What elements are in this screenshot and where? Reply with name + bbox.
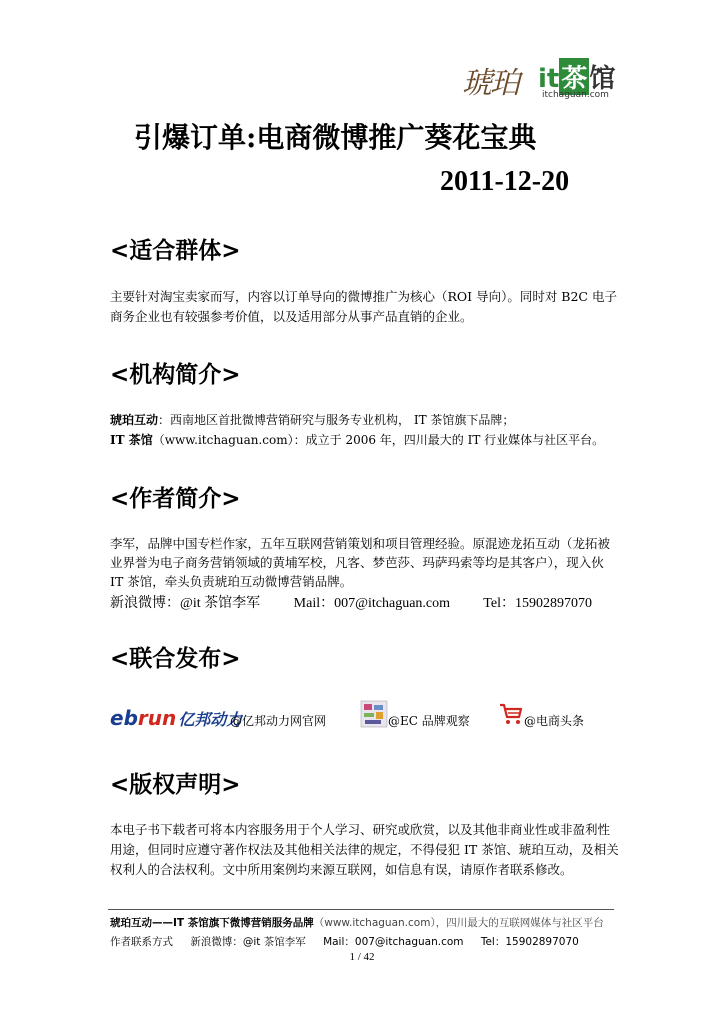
author-mail: Mail：007@itchaguan.com	[293, 596, 451, 611]
org-line-hupo: 琥珀互动：西南地区首批微博营销研究与服务专业机构， IT 茶馆旗下品牌；	[110, 413, 515, 427]
ec-brand-icon	[360, 700, 388, 728]
logo-url: itchaguan.com	[542, 90, 609, 100]
ebrun-logo: ebrun 亿邦动力	[110, 706, 243, 730]
document-title: 引爆订单:电商微博推广葵花宝典	[134, 121, 537, 154]
section-heading-publish: <联合发布>	[110, 646, 241, 672]
section-heading-copyright: <版权声明>	[110, 772, 241, 798]
author-weibo: 新浪微博：@it 茶馆李军	[110, 596, 261, 611]
partner-ebrun-label: @亿邦动力网官网	[230, 714, 327, 728]
org-text	[110, 410, 620, 450]
section-heading-org: <机构简介>	[110, 362, 241, 388]
audience-text: 主要针对淘宝卖家而写，内容以订单导向的微博推广为核心（ROI 导向）。同时对 B2C 电子商务企业也有较强参考价值，以及适用部分从事产品直销的企业。	[110, 289, 617, 324]
footer-mail: Mail：007@itchaguan.com	[323, 936, 464, 948]
itchaguan-logo: it茶馆	[538, 58, 615, 95]
section-heading-audience: <适合群体>	[110, 238, 241, 264]
shopping-cart-icon	[498, 702, 524, 726]
page-number: 1 / 42	[349, 951, 375, 963]
document-date: 2011-12-20	[440, 166, 570, 197]
author-contact	[110, 592, 622, 612]
footer-tel: Tel：15902897070	[480, 936, 579, 948]
copyright-text: 本电子书下载者可将本内容服务用于个人学习、研究或欣赏，以及其他非商业性或非盈利性用途，但同时应遵守著作权法及其他相关法律的规定，不得侵犯 IT 茶馆、琥珀互动，及相关权利人的合法权利。文中所用案例均来源互联网，如信息有误，请原作者联系修改。	[110, 822, 619, 877]
partner-dianshang-label: @电商头条	[524, 714, 585, 728]
partner-ec-label: @EC 品牌观察	[388, 714, 470, 728]
footer-divider	[108, 909, 614, 910]
org-line-itchaguan: IT 茶馆（www.itchaguan.com）：成立于 2006 年，四川最大的 IT 行业媒体与社区平台。	[110, 433, 605, 447]
footer-contact-label: 作者联系方式	[110, 936, 173, 948]
partner-row	[110, 700, 620, 740]
footer-line-1: 琥珀互动——IT 茶馆旗下微博营销服务品牌（www.itchaguan.com），四川最大的互联网媒体与社区平台	[110, 917, 604, 929]
footer-weibo: 新浪微博：@it 茶馆李军	[190, 936, 306, 948]
footer-line-2	[110, 934, 593, 949]
header-logos	[462, 54, 622, 104]
hupo-logo: 琥珀	[462, 66, 518, 101]
author-tel: Tel：15902897070	[483, 596, 592, 611]
author-text: 李军，品牌中国专栏作家，五年互联网营销策划和项目管理经验。原混迹龙拓互动（龙拓被业界誉为电子商务营销领域的黄埔军校，凡客、梦芭莎、玛萨玛索等均是其客户），现入伙 IT 茶馆，牵头负责琥珀互动微博营销品牌。	[110, 536, 611, 589]
section-heading-author: <作者简介>	[110, 486, 241, 512]
